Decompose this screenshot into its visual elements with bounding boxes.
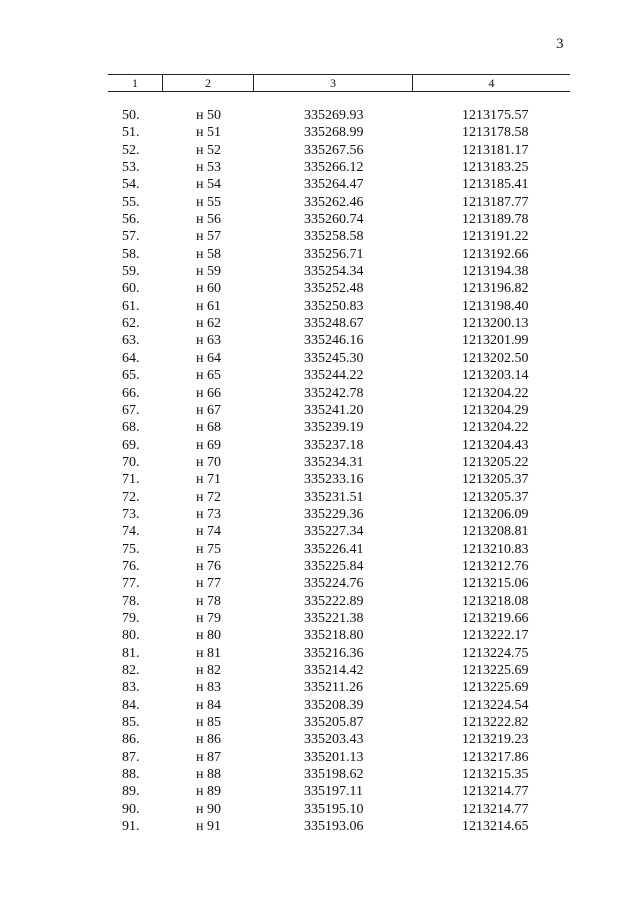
point-number-cell: 87. [122,749,140,765]
table-row [0,228,639,245]
point-number-cell: 82. [122,663,140,678]
coordinate-table-body [0,107,639,835]
point-number-cell: 73. [122,506,140,522]
coordinate-x-cell: 335195.10 [304,801,364,817]
table-row [0,575,639,592]
point-number-cell: 62. [122,316,140,332]
coordinate-x-cell: 335234.31 [304,454,364,470]
coordinate-y-cell: 1213210.83 [462,541,529,557]
coordinate-y-cell: 1213215.35 [462,767,529,783]
coordinate-y-cell: 1213194.38 [462,264,529,280]
table-row [0,263,639,280]
table-row [0,801,639,818]
point-label-cell: н 60 [196,281,221,297]
table-row [0,471,639,488]
point-number-cell: 55. [122,194,140,210]
point-label-cell: н 50 [196,108,221,123]
point-label-cell: н 57 [196,229,221,245]
coordinate-x-cell: 335264.47 [304,177,364,193]
point-number-cell: 69. [122,437,140,453]
coordinate-x-cell: 335225.84 [304,558,364,574]
point-label-cell: н 62 [196,316,221,332]
table-header [108,74,570,92]
point-number-cell: 51. [122,125,140,141]
table-row [0,419,639,436]
coordinate-x-cell: 335203.43 [304,732,364,748]
table-row [0,679,639,696]
point-label-cell: н 87 [196,749,221,765]
coordinate-x-cell: 335260.74 [304,212,364,228]
point-label-cell: н 83 [196,680,221,696]
coordinate-x-cell: 335221.38 [304,610,364,626]
point-label-cell: н 72 [196,489,221,505]
point-number-cell: 58. [122,246,140,262]
table-row [0,489,639,506]
point-label-cell: н 86 [196,732,221,748]
coordinate-y-cell: 1213224.75 [462,645,529,661]
table-row [0,558,639,575]
table-row [0,211,639,228]
coordinate-x-cell: 335208.39 [304,697,364,713]
coordinate-y-cell: 1213204.43 [462,437,529,453]
coordinate-y-cell: 1213204.29 [462,402,529,418]
coordinate-x-cell: 335231.51 [304,489,364,505]
point-number-cell: 65. [122,368,140,384]
coordinate-y-cell: 1213219.66 [462,610,529,626]
coordinate-x-cell: 335244.22 [304,368,364,384]
table-row [0,332,639,349]
coordinate-y-cell: 1213203.14 [462,368,529,384]
table-row [0,749,639,766]
point-number-cell: 53. [122,160,140,176]
coordinate-x-cell: 335216.36 [304,645,364,661]
table-row [0,714,639,731]
coordinate-y-cell: 1213201.99 [462,333,529,349]
coordinate-x-cell: 335242.78 [304,385,364,401]
coordinate-x-cell: 335266.12 [304,160,364,176]
coordinate-y-cell: 1213187.77 [462,194,529,210]
table-row [0,124,639,141]
point-number-cell: 85. [122,715,140,731]
coordinate-x-cell: 335214.42 [304,663,364,678]
point-number-cell: 57. [122,229,140,245]
point-number-cell: 79. [122,610,140,626]
point-label-cell: н 52 [196,142,221,158]
coordinate-x-cell: 335258.58 [304,229,364,245]
coordinate-y-cell: 1213225.69 [462,663,529,678]
coordinate-y-cell: 1213205.22 [462,454,529,470]
table-row [0,818,639,835]
point-label-cell: н 78 [196,593,221,609]
table-row [0,437,639,454]
table-row [0,610,639,627]
point-number-cell: 84. [122,697,140,713]
point-number-cell: 56. [122,212,140,228]
coordinate-y-cell: 1213185.41 [462,177,529,193]
coordinate-x-cell: 335193.06 [304,819,364,835]
point-label-cell: н 59 [196,264,221,280]
coordinate-x-cell: 335198.62 [304,767,364,783]
point-number-cell: 75. [122,541,140,557]
point-label-cell: н 91 [196,819,221,835]
coordinate-x-cell: 335226.41 [304,541,364,557]
table-row [0,593,639,610]
table-row [0,523,639,540]
coordinate-y-cell: 1213214.77 [462,801,529,817]
table-row [0,246,639,263]
column-header-1: 1 [132,76,138,90]
coordinate-x-cell: 335237.18 [304,437,364,453]
coordinate-y-cell: 1213218.08 [462,593,529,609]
coordinate-y-cell: 1213183.25 [462,160,529,176]
column-header-4: 4 [488,76,495,90]
point-number-cell: 67. [122,402,140,418]
table-row [0,541,639,558]
column-header-2: 2 [205,76,211,90]
point-label-cell: н 56 [196,212,221,228]
table-row [0,159,639,176]
coordinate-y-cell: 1213204.22 [462,420,529,436]
point-label-cell: н 85 [196,715,221,731]
coordinate-y-cell: 1213191.22 [462,229,529,245]
coordinate-y-cell: 1213215.06 [462,576,529,592]
point-label-cell: н 73 [196,506,221,522]
coordinate-x-cell: 335252.48 [304,281,364,297]
point-number-cell: 76. [122,558,140,574]
coordinate-x-cell: 335229.36 [304,506,364,522]
table-row [0,176,639,193]
table-row [0,697,639,714]
point-label-cell: н 68 [196,420,221,436]
coordinate-y-cell: 1213217.86 [462,749,529,765]
table-row [0,783,639,800]
coordinate-x-cell: 335254.34 [304,264,364,280]
coordinate-y-cell: 1213222.17 [462,628,529,644]
point-number-cell: 50. [122,108,140,123]
coordinate-y-cell: 1213208.81 [462,524,529,540]
coordinate-y-cell: 1213196.82 [462,281,529,297]
coordinate-x-cell: 335233.16 [304,472,364,488]
point-label-cell: н 61 [196,298,221,314]
point-number-cell: 61. [122,298,140,314]
coordinate-y-cell: 1213205.37 [462,489,529,505]
point-number-cell: 71. [122,472,140,488]
point-label-cell: н 69 [196,437,221,453]
coordinate-x-cell: 335222.89 [304,593,364,609]
point-label-cell: н 70 [196,454,221,470]
point-number-cell: 68. [122,420,140,436]
coordinate-x-cell: 335211.26 [304,680,363,696]
point-number-cell: 77. [122,576,140,592]
point-number-cell: 60. [122,281,140,297]
coordinate-y-cell: 1213219.23 [462,732,529,748]
point-label-cell: н 58 [196,246,221,262]
coordinate-x-cell: 335205.87 [304,715,364,731]
coordinate-x-cell: 335250.83 [304,298,364,314]
point-label-cell: н 84 [196,697,221,713]
coordinate-x-cell: 335224.76 [304,576,364,592]
table-row [0,142,639,159]
point-label-cell: н 88 [196,767,221,783]
coordinate-y-cell: 1213204.22 [462,385,529,401]
point-label-cell: н 51 [196,125,221,141]
point-label-cell: н 54 [196,177,221,193]
point-number-cell: 90. [122,801,140,817]
coordinate-y-cell: 1213181.17 [462,142,529,158]
coordinate-y-cell: 1213192.66 [462,246,529,262]
point-number-cell: 74. [122,524,140,540]
coordinate-y-cell: 1213222.82 [462,715,529,731]
point-label-cell: н 67 [196,402,221,418]
coordinate-y-cell: 1213198.40 [462,298,529,314]
coordinate-y-cell: 1213224.54 [462,697,529,713]
coordinate-x-cell: 335246.16 [304,333,364,349]
table-row [0,315,639,332]
table-row [0,280,639,297]
coordinate-x-cell: 335241.20 [304,402,364,418]
point-label-cell: н 76 [196,558,221,574]
point-label-cell: н 89 [196,784,221,800]
point-number-cell: 64. [122,350,140,366]
point-number-cell: 83. [122,680,140,696]
column-header-3: 3 [330,76,336,90]
point-number-cell: 91. [122,819,140,835]
coordinate-y-cell: 1213225.69 [462,680,529,696]
point-label-cell: н 63 [196,333,221,349]
point-label-cell: н 80 [196,628,221,644]
point-number-cell: 89. [122,784,140,800]
point-label-cell: н 65 [196,368,221,384]
coordinate-y-cell: 1213178.58 [462,125,529,141]
table-row [0,454,639,471]
coordinate-x-cell: 335256.71 [304,246,364,262]
point-label-cell: н 64 [196,350,221,366]
table-row [0,298,639,315]
point-number-cell: 59. [122,264,140,280]
point-number-cell: 54. [122,177,140,193]
point-label-cell: н 71 [196,472,221,488]
point-number-cell: 63. [122,333,140,349]
table-row [0,402,639,419]
point-label-cell: н 74 [196,524,221,540]
coordinate-x-cell: 335239.19 [304,420,364,436]
table-row [0,350,639,367]
coordinate-x-cell: 335201.13 [304,749,364,765]
coordinate-y-cell: 1213214.77 [462,784,529,800]
point-label-cell: н 82 [196,663,221,678]
point-number-cell: 66. [122,385,140,401]
point-number-cell: 80. [122,628,140,644]
table-row [0,627,639,644]
coordinate-y-cell: 1213214.65 [462,819,529,835]
point-number-cell: 72. [122,489,140,505]
table-row [0,766,639,783]
coordinate-x-cell: 335262.46 [304,194,364,210]
table-row [0,385,639,402]
point-label-cell: н 66 [196,385,221,401]
coordinate-x-cell: 335197.11 [304,784,363,800]
table-row [0,194,639,211]
point-number-cell: 81. [122,645,140,661]
table-row [0,367,639,384]
coordinate-y-cell: 1213175.57 [462,108,529,123]
point-label-cell: н 90 [196,801,221,817]
point-label-cell: н 77 [196,576,221,592]
coordinate-y-cell: 1213200.13 [462,316,529,332]
coordinate-x-cell: 335245.30 [304,350,364,366]
coordinate-x-cell: 335248.67 [304,316,364,332]
coordinate-x-cell: 335268.99 [304,125,364,141]
table-row [0,662,639,679]
point-number-cell: 88. [122,767,140,783]
point-number-cell: 52. [122,142,140,158]
table-row [0,731,639,748]
table-row [0,506,639,523]
point-label-cell: н 53 [196,160,221,176]
coordinate-y-cell: 1213189.78 [462,212,529,228]
table-row [0,107,639,124]
point-number-cell: 86. [122,732,140,748]
point-label-cell: н 81 [196,645,221,661]
point-number-cell: 70. [122,454,140,470]
coordinate-y-cell: 1213212.76 [462,558,529,574]
coordinate-x-cell: 335227.34 [304,524,364,540]
point-label-cell: н 75 [196,541,221,557]
coordinate-y-cell: 1213206.09 [462,506,529,522]
coordinate-y-cell: 1213202.50 [462,350,529,366]
point-label-cell: н 55 [196,194,221,210]
page-number: 3 [556,36,564,52]
coordinate-x-cell: 335269.93 [304,108,364,123]
point-label-cell: н 79 [196,610,221,626]
coordinate-x-cell: 335267.56 [304,142,364,158]
coordinate-y-cell: 1213205.37 [462,472,529,488]
coordinate-x-cell: 335218.80 [304,628,364,644]
table-row [0,645,639,662]
point-number-cell: 78. [122,593,140,609]
